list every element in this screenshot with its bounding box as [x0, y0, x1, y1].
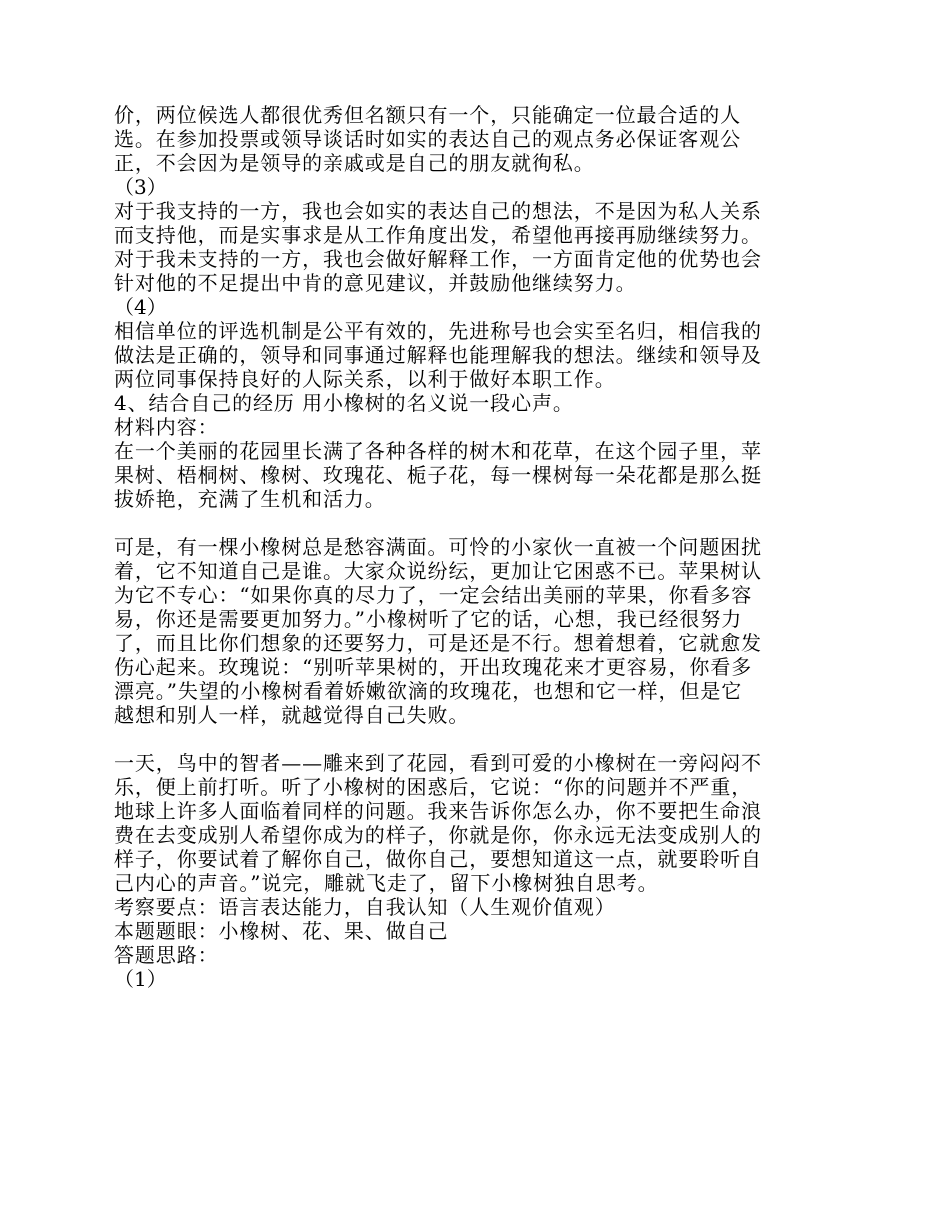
text-line: 费在去变成别人希望你成为的样子，你就是你，你永远无法变成别人的 [114, 823, 762, 847]
text-line: 样子，你要试着了解你自己，做你自己，要想知道这一点，就要聆听自 [114, 847, 762, 871]
blank-line [114, 727, 836, 751]
text-line: 地球上许多人面临着同样的问题。我来告诉你怎么办，你不要把生命浪 [114, 799, 762, 823]
text-line: 越想和别人一样，就越觉得自己失败。 [114, 703, 470, 727]
text-line: 乐，便上前打听。听了小橡树的困惑后，它说：“你的问题并不严重， [114, 775, 753, 799]
text-line: 两位同事保持良好的人际关系，以利于做好本职工作。 [114, 367, 616, 391]
text-line: 漂亮。”失望的小橡树看着娇嫩欲滴的玫瑰花，也想和它一样，但是它 [114, 679, 743, 703]
section-number: （1） [114, 967, 167, 991]
text-line: 伤心起来。玫瑰说：“别听苹果树的，开出玫瑰花来才更容易，你看多 [114, 655, 753, 679]
text-line: 针对他的不足提出中肯的意见建议，并鼓励他继续努力。 [114, 271, 637, 295]
text-line: 而支持他，而是实事求是从工作角度出发，希望他再接再励继续努力。 [114, 223, 762, 247]
text-line: 对于我未支持的一方，我也会做好解释工作，一方面肯定他的优势也会 [114, 247, 762, 271]
text-line: 可是，有一棵小橡树总是愁容满面。可怜的小家伙一直被一个问题困扰 [114, 535, 762, 559]
material-label: 材料内容： [114, 415, 219, 439]
text-line: 果树、梧桐树、橡树、玫瑰花、栀子花，每一棵树每一朵花都是那么挺 [114, 463, 762, 487]
text-line: 易，你还是需要更加努力。”小橡树听了它的话，心想，我已经很努力 [114, 607, 743, 631]
text-line: 在一个美丽的花园里长满了各种各样的树木和花草，在这个园子里，苹 [114, 439, 762, 463]
question-focus-line: 本题题眼：小橡树、花、果、做自己 [114, 919, 449, 943]
text-line: 拔娇艳，充满了生机和活力。 [114, 487, 386, 511]
document-body [114, 103, 836, 991]
text-line: 己内心的声音。”说完，雕就飞走了，留下小橡树独自思考。 [114, 871, 659, 895]
question-heading: 4、结合自己的经历 用小橡树的名义说一段心声。 [114, 391, 574, 415]
text-line: 一天，鸟中的智者——雕来到了花园，看到可爱的小橡树在一旁闷闷不 [114, 751, 762, 775]
text-line: 选。在参加投票或领导谈话时如实的表达自己的观点务必保证客观公 [114, 127, 741, 151]
section-number: （4） [114, 295, 167, 319]
key-points-line: 考察要点：语言表达能力，自我认知（人生观价值观） [114, 895, 616, 919]
text-line: 正，不会因为是领导的亲戚或是自己的朋友就徇私。 [114, 151, 595, 175]
text-line: 对于我支持的一方，我也会如实的表达自己的想法，不是因为私人关系 [114, 199, 762, 223]
approach-label: 答题思路： [114, 943, 219, 967]
text-line: 着，它不知道自己是谁。大家众说纷纭，更加让它困惑不已。苹果树认 [114, 559, 762, 583]
blank-line [114, 511, 836, 535]
section-number: （3） [114, 175, 167, 199]
text-line: 为它不专心：“如果你真的尽力了，一定会结出美丽的苹果，你看多容 [114, 583, 753, 607]
text-line: 了，而且比你们想象的还要努力，可是还是不行。想着想着，它就愈发 [114, 631, 762, 655]
text-line: 做法是正确的，领导和同事通过解释也能理解我的想法。继续和领导及 [114, 343, 762, 367]
text-line: 价，两位候选人都很优秀但名额只有一个，只能确定一位最合适的人 [114, 103, 741, 127]
text-line: 相信单位的评选机制是公平有效的，先进称号也会实至名归，相信我的 [114, 319, 762, 343]
